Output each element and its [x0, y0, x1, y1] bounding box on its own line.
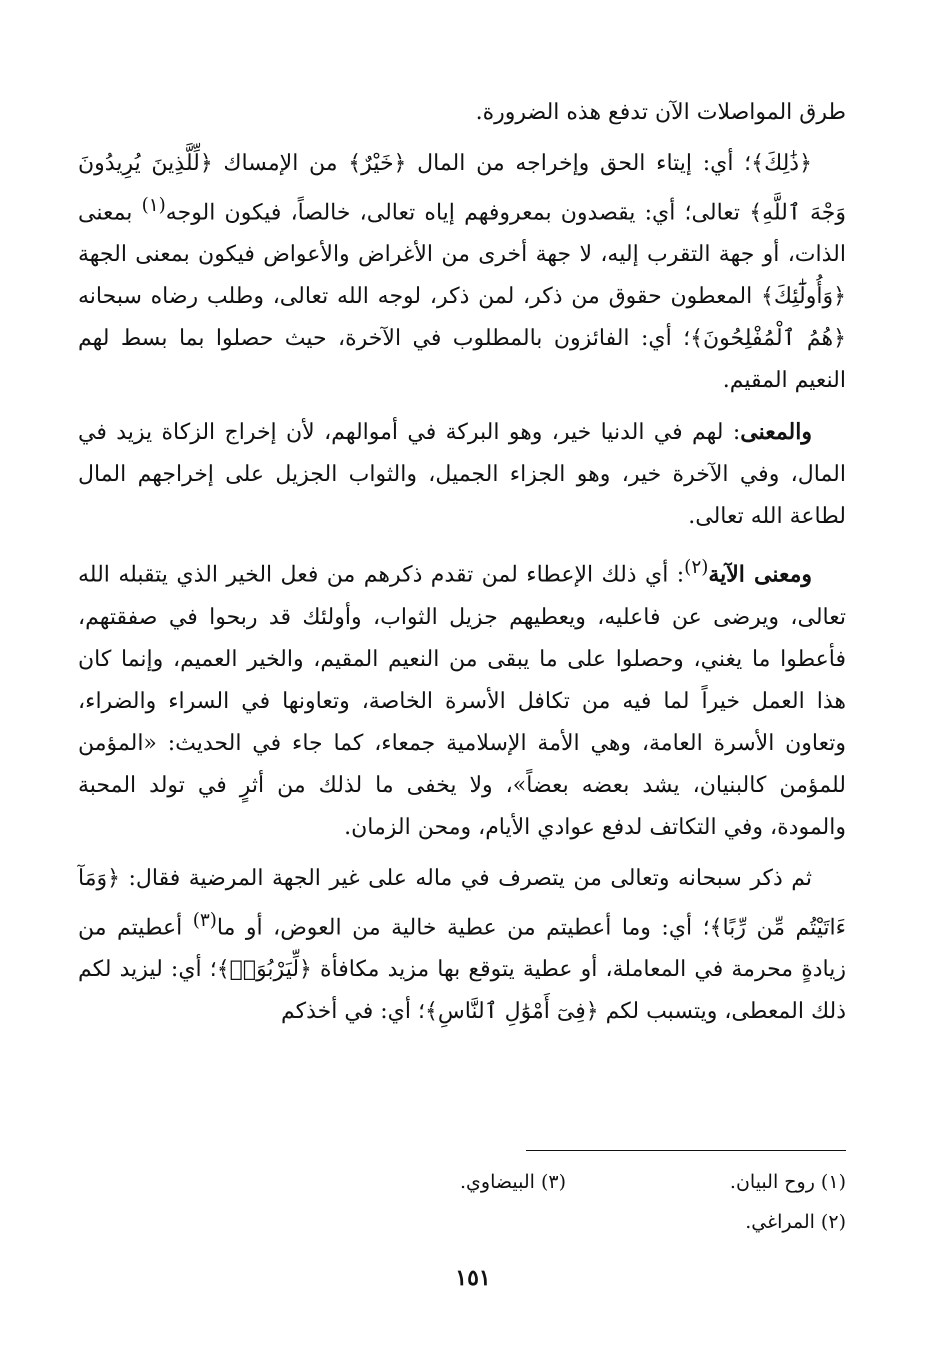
- footnote-1: (١) روح البيان.: [729, 1171, 846, 1193]
- paragraph-text: أعطيتم من زيادةٍ محرمة في المعاملة، أو عطية يتوقع بها مزيد مكافأة ﴿لِّيَرْبُوَا۟﴾؛ أي: ليزيد لكم ذلك المعطى، ويتسبب لكم ﴿فِىٓ أَمْوَٰلِ ٱلنَّاسِ﴾؛ أي: في أخذكم: [78, 914, 846, 1024]
- paragraph: [78, 858, 846, 1033]
- paragraph-text: : لهم في الدنيا خير، وهو البركة في أموالهم، لأن إخراج الزكاة يزيد في المال، وفي الآخرة خير، وهو الجزاء الجميل، والثواب الجزيل على إخراجهم المال لطاعة الله تعالى.: [78, 420, 846, 530]
- page-number: ١٥١: [455, 1265, 491, 1291]
- paragraph: [78, 92, 846, 134]
- paragraph: [78, 143, 846, 402]
- paragraph-text: بمعنى الذات، أو جهة التقرب إليه، لا جهة أخرى من الأغراض والأعواض فيكون بمعنى الجهة ﴿وَأُولَٰٓئِكَ﴾ المعطون حقوق من ذكر، لمن ذكر، لوجه الله تعالى، وطلب رضاه سبحانه ﴿هُمُ ٱلْمُفْلِحُونَ﴾؛ أي: الفائزون بالمطلوب في الآخرة، حيث حصلوا بما بسط لهم النعيم المقيم.: [78, 200, 846, 394]
- footnote-marker: (٢): [684, 557, 709, 579]
- bold-lead-term: والمعنى: [740, 419, 812, 446]
- footnote-marker: (٣): [192, 909, 217, 931]
- paragraph-text: طرق المواصلات الآن تدفع هذه الضرورة.: [475, 100, 846, 125]
- footnote-marker: (١): [141, 195, 166, 216]
- paragraph-text: : أي ذلك الإعطاء لمن تقدم ذكرهم من فعل الخير الذي يتقبله الله تعالى، ويرضى عن فاعليه، ويعطيهم جزيل الثواب، وأولئك قد ربحوا في صفقتهم، فأعطوا ما يغني، وحصلوا على ما يبقى من النعيم المقيم، والخير العميم، وإنما كان هذا العمل خيراً لما فيه من تكافل الأسرة الخاصة، وتعاونها في السراء والضراء، وتعاون الأسرة العامة، وهي الأمة الإسلامية جمعاء، كما جاء في الحديث: «المؤمن للمؤمن كالبنيان، يشد بعضه بعضاً»، ولا يخفى ما لذلك من أثرٍ في تولد المحبة والمودة، وفي التكاتف لدفع عوادي الأيام، ومحن الزمان.: [78, 562, 846, 840]
- bold-lead-term: ومعنى الآية: [708, 561, 813, 588]
- paragraph: [78, 411, 846, 538]
- footnote-row: [745, 1208, 846, 1236]
- footnote-2: (٢) المراغي.: [745, 1211, 846, 1233]
- footnote-3: (٣) البيضاوي.: [460, 1171, 566, 1193]
- footnote-separator: [526, 1150, 846, 1151]
- paragraph-text: ﴿ذَٰلِكَ﴾؛ أي: إيتاء الحق وإخراجه من المال ﴿خَيْرٌ﴾ من الإمساك ﴿لِّلَّذِينَ يُرِيدُونَ وَجْهَ ٱللَّهِ﴾ تعالى؛ أي: يقصدون بمعروفهم إياه تعالى، خالصاً، فيكون الوجه: [78, 151, 846, 226]
- footnote-row: [460, 1168, 846, 1196]
- paragraph-text: ثم ذكر سبحانه وتعالى من يتصرف في ماله على غير الجهة المرضية فقال: ﴿وَمَآ ءَاتَيْتُم مِّن رِّبًا﴾؛ أي: وما أعطيتم من عطية خالية من العوض، أو ما: [78, 865, 846, 940]
- paragraph: [78, 547, 846, 848]
- page-body: [78, 92, 846, 1042]
